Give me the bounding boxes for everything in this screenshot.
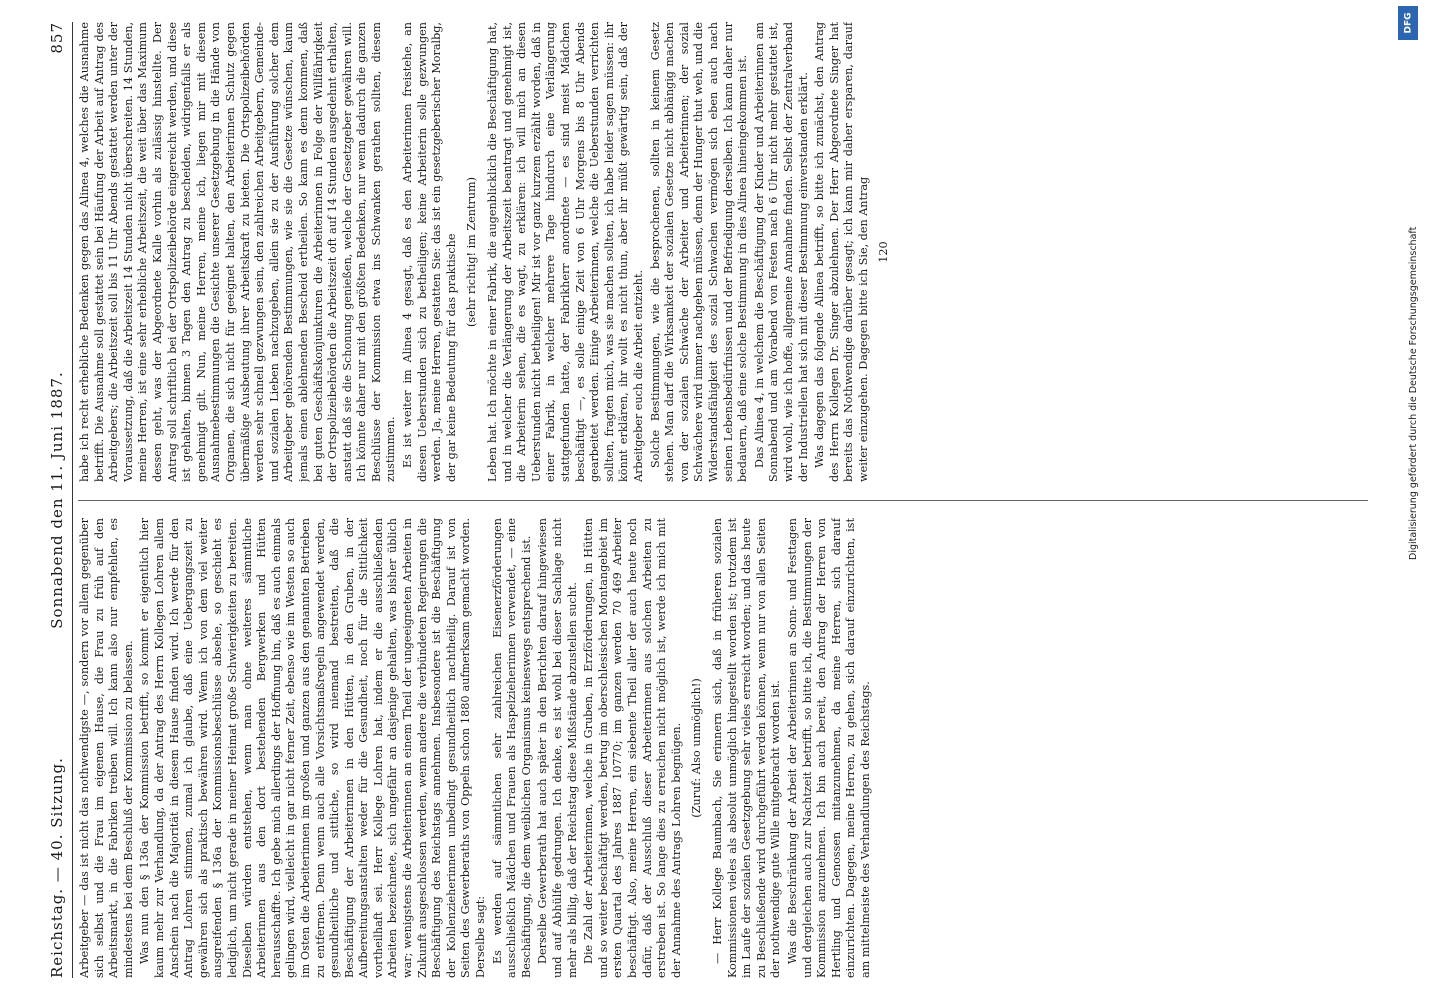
paragraph: Was nun den § 136a der Kommission betrifft, so kommt er eigentlich hier kaum mehr zur Verhandlung, da der Antrag des Herrn Kollegen Lohren allem Anschein nach die Majorität in diesem Hause finden wird. Ich werde für den Antrag Lohren stimmen, zumal ich glaube, daß eine Uebergangszeit zu gewähren sich als praktisch bewähren wird. Wenn ich von dem viel weiter ausgreifenden § 136a der Kommissionsbeschlüsse absehe, so geschieht es lediglich, um nicht gerade in meiner Heimat große Schwierigkeiten zu bereiten. Dieselben würden entstehen, wenn man ohne weiteres sämmtliche Arbeiterinnen aus den dort bestehenden Bergwerken und Hütten herausschaffte. Ich gebe mich allerdings der Hoffnung hin, daß es auch einmals gelingen wird, vielleicht in gar nicht ferner Zeit, ebenso wie im Westen so auch im Osten die Arbeiterinnen im großen und ganzen aus den genannten Betrieben zu entfernen. Denn wenn auch alle Vorsichtsmaßregeln angewendet werden, gesundheitliche und sittliche, so wird niemand bestreiten, daß die Beschäftigung der Arbeiterinnen in den Hütten, in den Gruben, in der Aufbereitungsanstalten weder für die Gesundheit, noch für die Sittlichkeit vortheilhaft sei. Herr Kollege Lohren hat, indem er die ausschließenden Arbeiten bezeichnete, sich ungefähr an dasjenige gehalten, was bisher üblich war; wenigstens die Arbeiterinnen an einem Theil der ungeeigneten Arbeiten in Zukunft ausgeschlossen werden, wenn andere die verbündeten Regierungen die Beschäftigung des Reichstags annehmen. Insbesondere ist die Beschäftigung der Kohlenzieherinnen unbedingt gesundheitlich nachtheilig. Darauf ist von Seiten des Gewerberaths von Oppeln schon 1880 aufmerksam gemacht worden. Derselbe sagt: — [138, 518, 488, 978]
paragraph: Arbeitgeber — das ist nicht das nothwendigste —, sondern vor allem gegenüber sich selbst und die Frau im eigenen Hause, die Frau zu früh auf den Arbeitsmarkt, in die Fabriken treiben will. Ich kann also nur empfehlen, es mindestens bei dem Beschluß der Kommission zu belassen. — [78, 518, 135, 978]
page-number: 857 — [48, 22, 66, 54]
signature-number: 120 — [877, 241, 891, 263]
paragraph: Derselbe Gewerberath hat auch später in den Berichten darauf hingewiesen und auf Abhülfe gedrungen. Ich denke, es ist wohl bei dieser Sachlage nicht mehr als billig, daß der Reichstag diese Mißstände abzustellen sucht. — [536, 518, 579, 978]
left-column — [78, 518, 1378, 978]
dfg-badge-label: DFG — [1403, 12, 1414, 34]
running-head — [48, 22, 70, 978]
paragraph: Es ist weiter im Alinea 4 gesagt, daß es den Arbeiterinnen freistehe, an diesen Ueberstunden sich zu betheiligen; keine Arbeiterin solle gezwungen werden. Ja, meine Herren, gestatten Sie: das ist ein gesetzgeberischer Moralbg, der gar keine Bedeutung für das praktische — [401, 22, 458, 482]
paragraph: habe ich recht erhebliche Bedenken gegen das Alinea 4, welches die Ausnahme betrifft. Die Ausnahme soll gestattet sein bei Häufung der Arbeit auf Antrag des Arbeitgebers; die Arbeitszeit soll bis 11 Uhr Abends gestattet werden unter der Voraussetzung, daß die Arbeitszeit 14 Stunden nicht überschreiten. 14 Stunden, meine Herren, ist eine sehr erhebliche Arbeitszeit, die weit über das Maximum dessen geht, was der Abgeordnete Kalle vorhin als zulässig hinstellte. Der Antrag soll schriftlich bei der Ortspolizeibehörde eingereicht werden, und diese ist gehalten, binnen 3 Tagen den Antrag zu bescheiden, widrigenfalls er als genehmigt gilt. Nun, meine Herren, meine ich, liegen mir mit diesem Ausnahmebestimmungen die Gesichte unserer Gesetzgebung in die Hände von Organen, die sich nicht für geeignet halten, den Arbeiterinnen Schutz gegen übermäßige Ausbeutung ihrer Arbeitskraft zu bieten. Die Ortspolizeibehörden werden sehr schnell gezwungen sein, den zahlreichen Arbeitgebern, Gemeinde- und sozialen Lieben nachzugeben, allein sie zu der Ausführung solcher dem Arbeitgeber gehörenden Bestimmungen, wie sie die Gesetze wünschen, kaum jemals einen ablehnenden Bescheid ertheilen. So kann es denn kommen, daß bei guten Geschäftskonjunkturen die Arbeiterinnen in Folge der Willfährigkeit der Ortspolizeibehörden die Arbeitszeit oft auf 14 Stunden ausgedehnt erhalten, anstatt daß sie die Schonung genießen, welche der Gesetzgeber gewähren will. Ich könnte daher nur mit den größten Bedenken, nur wenn dadurch die ganzen Beschlüsse der Kommission etwa ins Schwanken gerathen sollten, diesem zustimmen. — [78, 22, 398, 482]
header-left: Reichstag. — 40. Sitzung. — [48, 757, 66, 978]
digitization-credit — [1400, 0, 1426, 1000]
paragraph: Das Alinea 4, in welchem die Beschäftigung der Kinder und Arbeiterinnen am Sonnabend und am Vorabend von Festen nach 6 Uhr nicht mehr gestattet ist, wird wohl, wie ich hoffe, allgemeine Annahme finden. Selbst der Zentralverband der Industriellen hat sich mit dieser Bestimmung einverstanden erklärt. — [752, 22, 810, 482]
rotated-page-content — [40, 0, 1400, 1000]
paragraph: Die Zahl der Arbeiterinnen, welche in Gruben, in Erzförderungen, in Hütten und so weiter beschäftigt werden, betrug im oberschlesischen Montangebiet im ersten Quartal des Jahres 1887 10770; im ganzen werden 70 469 Arbeiter beschäftigt. Also, meine Herren, ein siebente Theil aller der auch heute noch dafür, daß der Ausschluß dieser Arbeiterinnen aus solchen Arbeiten zu erstreben ist. So lange dies zu erreichen nicht möglich ist, werde ich mich mit der Annahme des Antrags Lohren begnügen. — [582, 518, 683, 978]
interjection: (Zuruf: Also unmöglich!) — [690, 678, 704, 818]
paragraph: Was dagegen das folgende Alinea betrifft, so bitte ich zunächst, den Antrag des Herrn Kollegen Dr. Singer abzulehnen. Der Herr Abgeordnete Singer hat bereits das Nothwendige darüber gesagt; ich kann mir daher ersparen, darauf weiter einzugehen. Dagegen bitte ich Sie, den Antrag — [813, 22, 870, 482]
header-rule — [72, 22, 73, 978]
quote-paragraph: Es werden auf sämmtlichen sehr zahlreichen Eisenerzförderungen ausschließlich Mädchen und Frauen als Haspelzieherinnen verwendet, — eine Beschäftigung, die dem weiblichen Organismus keineswegs entsprechend ist. — [490, 518, 533, 978]
paragraph: — Herr Kollege Baumbach, Sie erinnern sich, daß in früheren sozialen Kommissionen vieles als absolut unmöglich hingestellt worden ist; trotzdem ist im Laufe der sozialen Gesetzgebung sehr vieles erreicht worden; und das heute zu Beschließende wird durchgeführt werden können, wenn nur von allen Seiten der nothwendige gute Wille mitgebracht worden ist. — [710, 518, 783, 978]
interjection: (sehr richtig! im Zentrum) — [465, 177, 479, 327]
paragraph: Leben hat. Ich möchte in einer Fabrik, die augenblicklich die Beschäftigung hat, und in welcher die Verlängerung der Arbeitszeit beantragt und genehmigt ist, die Arbeiterin sehen, die es wagt, zu erklären: ich will mich an diesen Ueberstunden nicht betheiligen! Mir ist vor ganz kurzem erzählt worden, daß in einer Fabrik, in welcher mehrere Tage hindurch eine Verlängerung stattgefunden hatte, der Fabrikherr anordnete — es sind meist Mädchen beschäftigt —, es solle einige Zeit von 6 Uhr Morgens bis 8 Uhr Abends gearbeitet werden. Einige Arbeiterinnen, welche die Ueberstunden verrichten sollten, fragten mich, was sie machen sollten, ich habe leider sagen müssen: ihr könnt erklären, ihr wollt es nicht thun, aber ihr müßt gewärtig sein, daß der Arbeitgeber euch die Arbeit entzieht. — [486, 22, 645, 482]
header-date: Sonnabend den 11. Juni 1887. — [48, 371, 66, 629]
credit-text: Digitalisierung gefördert durch die Deutsche Forschungsgemeinschaft — [1408, 226, 1419, 560]
paragraph: Was die Beschränkung der Arbeit der Arbeiterinnen an Sonn- und Festtagen und dergleichen auch zur Nachtzeit betrifft, so bitte ich, die Bestimmungen der Kommission anzunehmen. Ich bin auch bereit, den Antrag der Herren von Hertling und Genossen mitanzunehmen, da meine Herren, sich darauf einzurichten. Dagegen, meine Herren, zu gehen, sich darauf einzurichten, ist am mittelmeiste des Verhandlungen des Reichstags. — [785, 518, 872, 978]
paragraph: Solche Bestimmungen, wie die besprochenen, sollten in keinem Gesetz stehen. Man darf die Wirksamkeit der sozialen Gesetze nicht abhängig machen von der sozialen Schwäche der Arbeiter und Arbeiterinnen; der sozial Schwächere wird immer nachgeben müssen, denn der Hunger thut weh, und die Widerstandsfähigkeit des sozial Schwachen vermögen sich eben auch nach seinen Lebensbedürfnissen und der Befriedigung derselben. Ich kann daher nur bedauern, daß eine solche Bestimmung in dies Alinea hineingekommen ist. — [648, 22, 750, 482]
column-divider — [78, 500, 1368, 501]
right-column — [78, 22, 1378, 482]
